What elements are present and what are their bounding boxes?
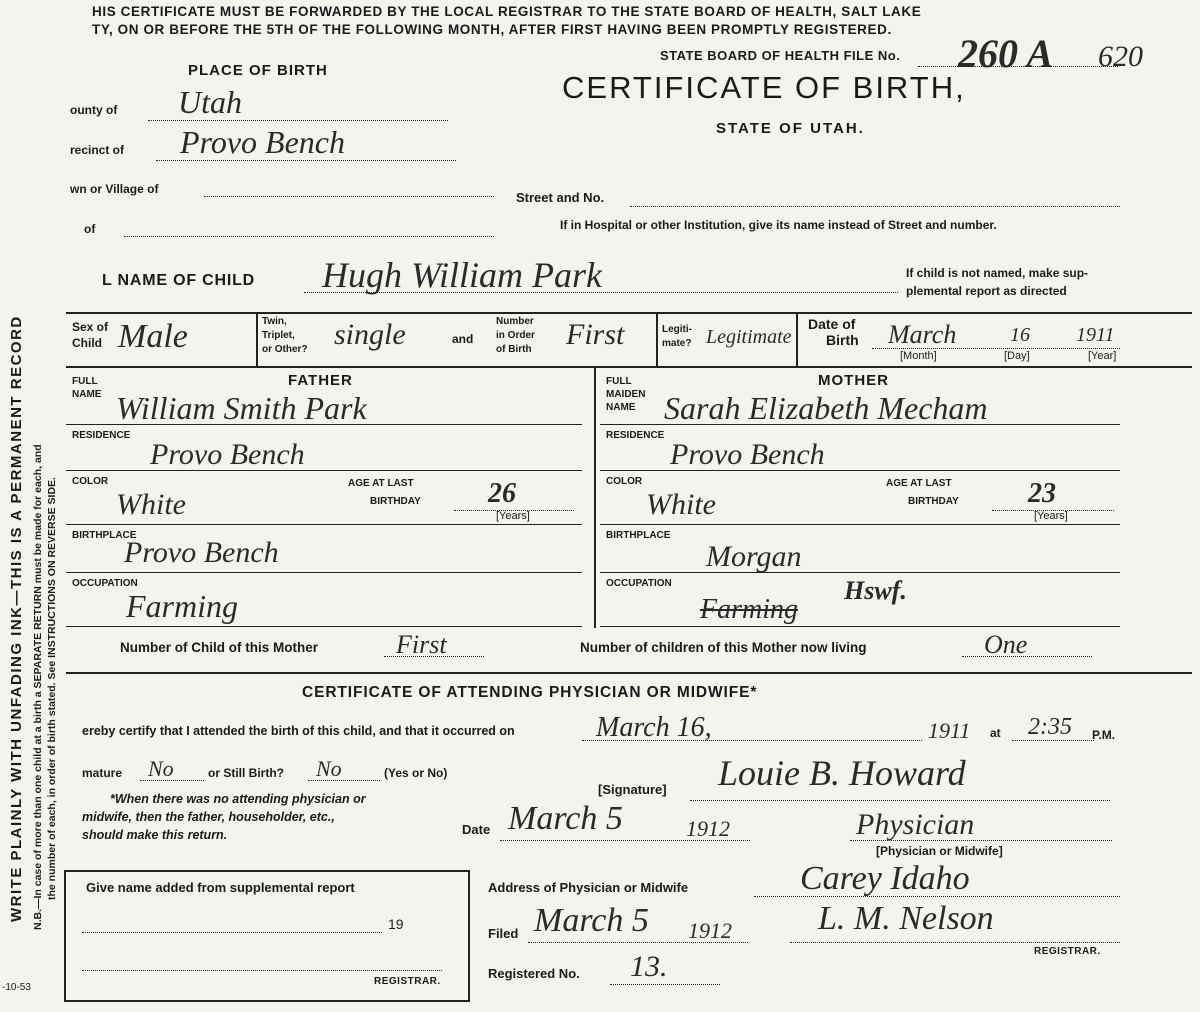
dob-label-1: Date of — [808, 316, 856, 332]
dob-label-2: Birth — [826, 332, 859, 348]
twin-label-2: Triplet, — [262, 330, 295, 341]
mother-residence-label: RESIDENCE — [606, 430, 665, 441]
unnamed-note-1: If child is not named, make sup- — [906, 266, 1089, 280]
father-occupation-label: OCCUPATION — [72, 578, 138, 589]
mother-birthplace-label: BIRTHPLACE — [606, 530, 671, 541]
registered-value: 13. — [630, 950, 668, 983]
mother-full-label: FULL — [606, 376, 632, 387]
stillbirth-label: or Still Birth? — [208, 766, 284, 780]
at-label: at — [990, 726, 1001, 740]
county-label: ounty of — [70, 103, 118, 117]
stillbirth-value: No — [316, 756, 342, 781]
header-line-1: HIS CERTIFICATE MUST BE FORWARDED BY THE LOCAL REGISTRAR TO THE STATE BOARD OF HEALTH, SALT LAKE — [92, 4, 922, 19]
father-age-label-2: BIRTHDAY — [370, 496, 421, 507]
father-name-value: William Smith Park — [116, 390, 367, 426]
physician-heading: CERTIFICATE OF ATTENDING PHYSICIAN OR MIDWIFE* — [302, 684, 758, 701]
premature-value: No — [148, 756, 174, 781]
living-label: Number of children of this Mother now living — [580, 640, 867, 655]
father-birthplace-value: Provo Bench — [124, 536, 279, 569]
twin-value: single — [334, 318, 406, 351]
county-value: Utah — [178, 84, 242, 120]
address-label: Address of Physician or Midwife — [488, 880, 689, 895]
precinct-value: Provo Bench — [180, 124, 345, 160]
day-label: [Day] — [1004, 350, 1030, 362]
document-title: CERTIFICATE OF BIRTH, — [562, 70, 966, 105]
city-label: of — [84, 222, 96, 236]
signature-label: [Signature] — [598, 782, 667, 797]
time-suffix: P.M. — [1092, 728, 1116, 742]
father-age-label-1: AGE AT LAST — [348, 478, 414, 489]
supplemental-registrar-label: REGISTRAR. — [374, 976, 441, 987]
margin-vertical-note-2: the number of each, in order of birth stated. See INSTRUCTIONS ON REVERSE SIDE. — [46, 477, 58, 900]
certify-text: ereby certify that I attended the birth of this child, and that it occurred on — [82, 724, 515, 738]
margin-vertical-main: WRITE PLAINLY WITH UNFADING INK—THIS IS A PERMANENT RECORD — [8, 315, 25, 922]
header-line-2: TY, ON OR BEFORE THE 5TH OF THE FOLLOWING MONTH, AFTER FIRST HAVING BEEN PROMPTLY REGISTERED. — [92, 22, 892, 37]
dob-year: 1911 — [1076, 324, 1115, 346]
filed-value: March 5 — [534, 902, 649, 939]
margin-vertical-note-1: N.B.—In case of more than one child at a birth a SEPARATE RETURN must be made for each, and — [32, 444, 44, 930]
town-label: wn or Village of — [70, 182, 159, 196]
date-label: Date — [462, 822, 491, 837]
mother-maiden-label: MAIDEN — [606, 389, 646, 400]
mother-age-label-1: AGE AT LAST — [886, 478, 952, 489]
father-age-value: 26 — [488, 478, 516, 509]
sex-value: Male — [118, 318, 188, 355]
year-label: [Year] — [1088, 350, 1117, 362]
mother-occupation-value: Hswf. — [844, 576, 907, 605]
premature-label: mature — [82, 766, 123, 780]
date-year: 1912 — [686, 816, 730, 841]
and-label: and — [452, 332, 474, 346]
mother-age-value: 23 — [1028, 478, 1056, 509]
father-color-label: COLOR — [72, 476, 109, 487]
father-residence-label: RESIDENCE — [72, 430, 131, 441]
living-value: One — [984, 630, 1028, 659]
mother-occupation-struck: Farming — [700, 594, 798, 625]
document-subtitle: STATE OF UTAH. — [716, 120, 865, 137]
mother-color-value: White — [646, 488, 716, 521]
file-no-label: STATE BOARD OF HEALTH FILE No. — [660, 48, 901, 63]
legit-label-2: mate? — [662, 338, 692, 349]
mother-years-label: [Years] — [1034, 510, 1068, 522]
registrar-label: REGISTRAR. — [1034, 946, 1101, 957]
mother-birthplace-value: Morgan — [706, 540, 802, 573]
role-label: [Physician or Midwife] — [876, 844, 1003, 858]
mother-heading: MOTHER — [818, 372, 889, 389]
registrar-signature: L. M. Nelson — [818, 900, 994, 937]
dob-month: March — [888, 320, 957, 349]
dob-day: 16 — [1010, 324, 1030, 346]
form-code: -10-53 — [2, 982, 31, 993]
order-label-3: of Birth — [496, 344, 532, 355]
sex-label-1: Sex of — [72, 320, 109, 334]
mother-name-value: Sarah Elizabeth Mecham — [664, 390, 988, 426]
unnamed-note-2: plemental report as directed — [906, 284, 1067, 298]
father-years-label: [Years] — [496, 510, 530, 522]
physician-note-1: *When there was no attending physician or — [110, 792, 366, 806]
yes-no-label: (Yes or No) — [384, 766, 448, 780]
mother-residence-value: Provo Bench — [670, 438, 825, 471]
twin-label-3: or Other? — [262, 344, 308, 355]
mother-name-label: NAME — [606, 402, 636, 413]
filed-year: 1912 — [688, 918, 732, 943]
mother-color-label: COLOR — [606, 476, 643, 487]
mother-occupation-label: OCCUPATION — [606, 578, 672, 589]
signature-value: Louie B. Howard — [718, 753, 966, 793]
child-name-label: L NAME OF CHILD — [102, 272, 256, 289]
hospital-note: If in Hospital or other Institution, give its name instead of Street and number. — [560, 218, 997, 232]
role-value: Physician — [856, 808, 975, 841]
time-value: 2:35 — [1028, 714, 1072, 740]
supplemental-heading: Give name added from supplemental report — [86, 880, 355, 895]
order-value: First — [566, 318, 625, 351]
father-occupation-value: Farming — [126, 588, 238, 624]
child-number-label: Number of Child of this Mother — [120, 640, 318, 655]
registered-label: Registered No. — [488, 966, 580, 981]
child-number-value: First — [396, 630, 447, 659]
month-label: [Month] — [900, 350, 937, 362]
occurred-year: 1911 — [928, 718, 971, 743]
legit-value: Legitimate — [706, 326, 792, 348]
father-residence-value: Provo Bench — [150, 438, 305, 471]
street-label: Street and No. — [516, 190, 605, 205]
occurred-date: March 16, — [596, 712, 712, 743]
father-heading: FATHER — [288, 372, 353, 389]
legit-label-1: Legiti- — [662, 324, 692, 335]
file-no-value: 260 A — [958, 31, 1054, 76]
order-label-1: Number — [496, 316, 534, 327]
child-name-value: Hugh William Park — [322, 255, 602, 295]
place-of-birth-heading: PLACE OF BIRTH — [188, 62, 328, 79]
date-value: March 5 — [508, 800, 623, 837]
supplemental-year-prefix: 19 — [388, 916, 404, 932]
father-birthplace-label: BIRTHPLACE — [72, 530, 137, 541]
precinct-label: recinct of — [70, 143, 125, 157]
mother-age-label-2: BIRTHDAY — [908, 496, 959, 507]
twin-label-1: Twin, — [262, 316, 287, 327]
father-full-label: FULL — [72, 376, 98, 387]
father-name-label: NAME — [72, 389, 102, 400]
filed-label: Filed — [488, 926, 519, 941]
father-color-value: White — [116, 488, 186, 521]
sex-label-2: Child — [72, 336, 102, 350]
physician-note-2: midwife, then the father, householder, etc., — [82, 810, 335, 824]
order-label-2: in Order — [496, 330, 535, 341]
address-value: Carey Idaho — [800, 860, 970, 897]
file-no-extra: 620 — [1098, 40, 1143, 73]
physician-note-3: should make this return. — [82, 828, 228, 842]
